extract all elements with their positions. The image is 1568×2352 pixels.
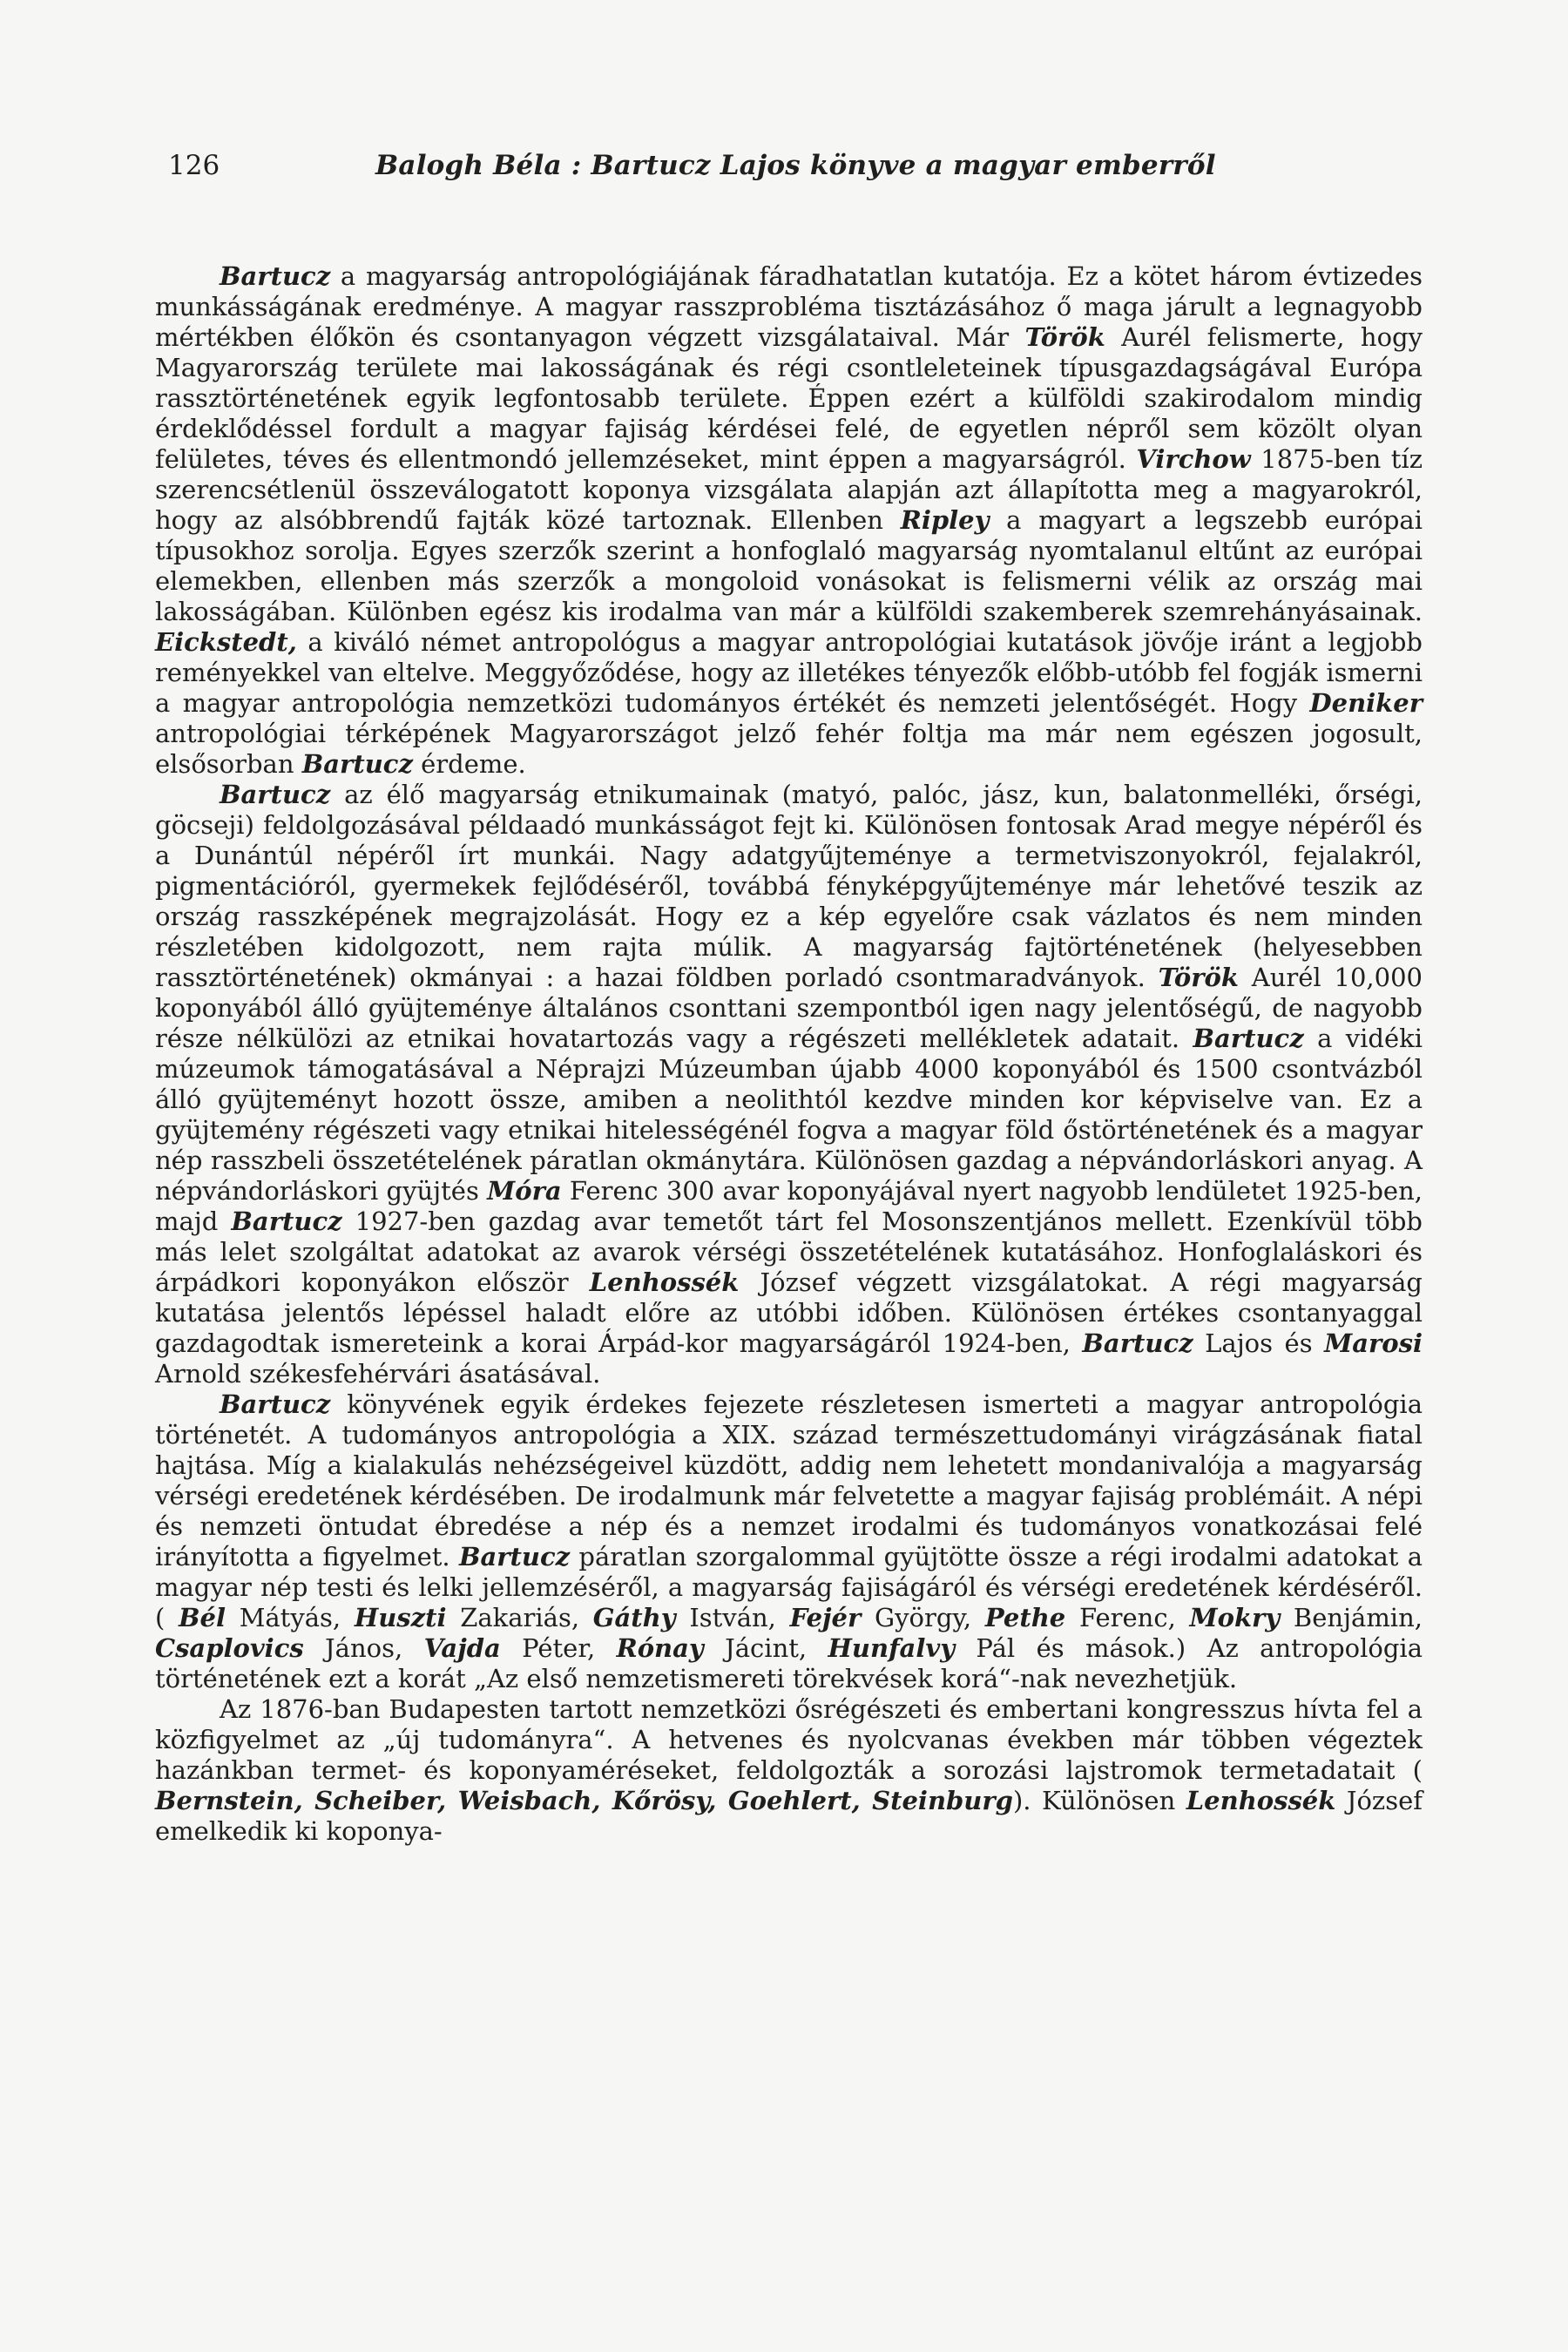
text-run: József emelkedik ki koponya-	[155, 1786, 1423, 1846]
page-number: 126	[168, 150, 220, 181]
italic-name: Bartucz	[1082, 1328, 1193, 1358]
italic-name: Fejér	[789, 1603, 862, 1632]
italic-name: Rónay	[616, 1633, 704, 1663]
text-run: Zakariás,	[446, 1603, 593, 1632]
italic-name: Móra	[487, 1176, 562, 1206]
text-run: Mátyás,	[226, 1603, 355, 1632]
italic-name: Török	[1158, 963, 1239, 992]
italic-name: Bartucz	[301, 749, 413, 779]
text-run: Benjámin,	[1280, 1603, 1423, 1632]
text-run: a magyart a legszebb európai típusokhoz sorolja. Egyes szerzők szerint a honfoglaló magyarság nyomtalanul eltűnt az európai elemekben, ellenben más szerzők a mongoloid vonásokat is felismerni vélik az ország mai lakosságában. Különben egész kis irodalma van már a külföldi szakemberek szemrehányásainak.	[155, 505, 1423, 626]
italic-name: Csaplovics	[155, 1633, 304, 1663]
text-run: Az 1876-ban Budapesten tartott nemzetközi ősrégészeti és embertani kongresszus hívta fel a közfigyelmet az „új tudományra“. A hetvenes és nyolcvanas években már többen végeztek hazánkban termet- és koponyaméréseket, feldolgozták a sorozási lajstromok termetadatait (	[155, 1694, 1423, 1785]
running-title: Balogh Béla : Bartucz Lajos könyve a magyar emberről	[375, 150, 1216, 181]
italic-name: Bél	[179, 1603, 226, 1632]
text-run: antropológiai térképének Magyarországot jelző fehér foltja ma már nem egészen jogosult, elsősorban	[155, 719, 1423, 779]
italic-name: Török	[1024, 322, 1105, 352]
text-run: Lajos és	[1193, 1328, 1325, 1358]
italic-name: Lenhossék	[589, 1267, 740, 1297]
text-run: érdeme.	[412, 749, 526, 779]
paragraph	[155, 1694, 1423, 1847]
italic-name: Bartucz	[231, 1206, 342, 1236]
text-run: György,	[861, 1603, 985, 1632]
italic-name: Bartucz	[1193, 1024, 1304, 1053]
paragraph	[155, 1389, 1423, 1694]
text-run: Péter,	[500, 1633, 617, 1663]
text-run: István,	[675, 1603, 790, 1632]
italic-name: Hunfalvy	[828, 1633, 956, 1663]
text-run: Jácint,	[703, 1633, 828, 1663]
paragraph	[155, 780, 1423, 1389]
italic-name: Deniker	[1309, 688, 1423, 718]
text-run: Ferenc 300 avar koponyájával nyert nagyobb lendületet 1925-ben, majd	[155, 1176, 1423, 1236]
text-run: a kiváló német antropológus a magyar antropológiai kutatások jövője iránt a legjobb reményekkel van eltelve. Meggyőződése, hogy az illetékes tényezők előbb-utóbb fel fogják ismerni a magyar antropológia nemzetközi tudományos értékét és nemzeti jelentőségét. Hogy	[155, 627, 1423, 718]
italic-name: Ripley	[900, 505, 990, 535]
italic-name: Bartucz	[220, 780, 331, 809]
text-run: 1927-ben gazdag avar temetőt tárt fel Mosonszentjános mellett. Ezenkívül több más lelet szolgáltat adatokat az avarok vérségi összetételének kutatásához. Honfoglaláskori és árpádkori koponyákon először	[155, 1206, 1423, 1297]
text-run: Aurél 10,000 koponyából álló gyüjteménye általános csonttani szempontból igen nagy jelentőségű, de nagyobb része nélkülözi az etnikai hovatartozás vagy a régészeti mellékletek adatait.	[155, 963, 1423, 1053]
italic-name: Lenhossék	[1186, 1786, 1336, 1815]
italic-name: Eickstedt,	[155, 627, 297, 657]
text-run: János,	[303, 1633, 424, 1663]
italic-name: Gáthy	[592, 1603, 676, 1632]
text-run: a magyarság antropológiájának fáradhatatlan kutatója. Ez a kötet három évtizedes munkásságának eredménye. A magyar rasszprobléma tisztázásához ő maga járult a legnagyobb mértékben élőkön és csontanyagon végzett vizsgálataival. Már	[155, 261, 1423, 352]
italic-name: Marosi	[1324, 1328, 1423, 1358]
text-run: Arnold székesfehérvári ásatásával.	[155, 1359, 601, 1389]
text-run: 1875-ben tíz szerencsétlenül összeválogatott koponya vizsgálata alapján azt állapította meg a magyarokról, hogy az alsóbbrendű fajták közé tartoznak. Ellenben	[155, 444, 1423, 535]
italic-name: Mokry	[1189, 1603, 1281, 1632]
italic-name: Pethe	[984, 1603, 1066, 1632]
text-run: Ferenc,	[1065, 1603, 1190, 1632]
body-text	[155, 261, 1423, 2265]
text-run: Pál és mások.) Az antropológia történetének ezt a korát „Az első nemzetismereti törekvések korá“-nak nevezhetjük.	[155, 1633, 1423, 1693]
italic-name: Vajda	[423, 1633, 501, 1663]
text-run: páratlan szorgalommal gyüjtötte össze a régi irodalmi adatokat a magyar nép testi és lelki jellemzéséről, a magyarság fajiságáról és vérségi eredetének kérdéséről. (	[155, 1542, 1423, 1632]
text-run: a vidéki múzeumok támogatásával a Néprajzi Múzeumban újabb 4000 koponyából és 1500 csontvázból álló gyüjteményt hozott össze, amiben a neolithtól kezdve minden kor képviselve van. Ez a gyüjtemény régészeti vagy etnikai hitelességénél fogva a magyar föld őstörténetének és a magyar nép rasszbeli összetételének páratlan okmánytára. Különösen gazdag a népvándorláskori anyag. A népvándorláskori gyüjtés	[155, 1024, 1423, 1206]
text-run: ). Különösen	[1012, 1786, 1186, 1815]
page-header	[155, 148, 1418, 183]
italic-name: Bartucz	[220, 1389, 331, 1419]
italic-name: Huszti	[354, 1603, 447, 1632]
text-run: József végzett vizsgálatokat. A régi magyarság kutatása jelentős lépéssel haladt előre az utóbbi időben. Különösen értékes csontanyaggal gazdagodtak ismereteink a korai Árpád-kor magyarságáról 1924-ben,	[155, 1267, 1423, 1358]
italic-name: Bernstein, Scheiber, Weisbach, Kőrösy, Goehlert, Steinburg	[155, 1786, 1013, 1815]
italic-name: Bartucz	[220, 261, 331, 291]
italic-name: Bartucz	[458, 1542, 571, 1571]
italic-name: Virchow	[1136, 444, 1251, 474]
paragraph	[155, 261, 1423, 780]
text-run: Aurél felismerte, hogy Magyarország területe mai lakosságának és régi csontleleteinek típusgazdagságával Európa rassztörténetének egyik legfontosabb területe. Éppen ezért a külföldi szakirodalom mindig érdeklődéssel fordult a magyar fajiság kérdései felé, de egyetlen népről sem közölt olyan felületes, téves és ellentmondó jellemzéseket, mint éppen a magyarságról.	[155, 322, 1423, 474]
text-run: könyvének egyik érdekes fejezete részletesen ismerteti a magyar antropológia történetét. A tudományos antropológia a XIX. század természettudományi virágzásának fiatal hajtása. Míg a kialakulás nehézségeivel küzdött, addig nem lehetett mondanivalója a magyarság vérségi eredetének kérdésében. De irodalmunk már felvetette a magyar fajiság problémáit. A népi és nemzeti öntudat ébredése a nép és a nemzet irodalmi és tudományos vonatkozásai felé irányította a figyelmet.	[155, 1389, 1423, 1571]
text-run: az élő magyarság etnikumainak (matyó, palóc, jász, kun, balatonmelléki, őrségi, göcseji) feldolgozásával példaadó munkásságot fejt ki. Különösen fontosak Arad megye népéről és a Dunántúl népéről írt munkái. Nagy adatgyűjteménye a termetviszonyokról, fejalakról, pigmentációról, gyermekek fejlődéséről, továbbá fényképgyűjteménye már lehetővé teszik az ország rasszképének megrajzolását. Hogy ez a kép egyelőre csak vázlatos és nem minden részletében kidolgozott, nem rajta múlik. A magyarság fajtörténetének (helyesebben rassztörténetének) okmányai : a hazai földben porladó csontmaradványok.	[155, 780, 1423, 992]
